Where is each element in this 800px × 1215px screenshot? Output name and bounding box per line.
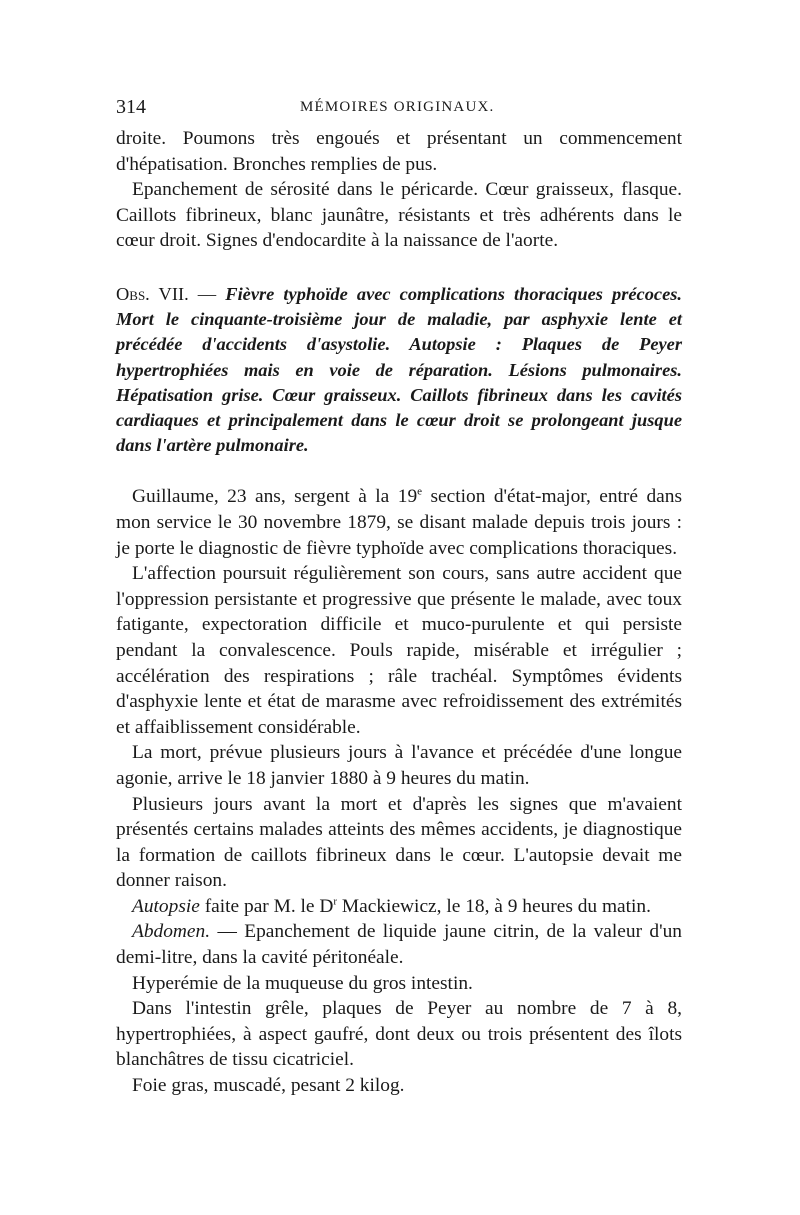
paragraph-death: La mort, prévue plusieurs jours à l'avance et précédée d'une longue agonie, arrive le 18 janvier 1880 à 9 heures du matin. bbox=[116, 742, 682, 789]
patient-intro-text-b: section d'état-major, entré dans mon service le 30 novembre 1879, se disant malade depuis trois jours : je porte le diagnostic de fièvre typhoïde avec complications thoraciques. bbox=[116, 486, 682, 559]
paragraph-lungs: droite. Poumons très engoués et présentant un commencement d'hépatisation. Bronches remplies de pus. bbox=[116, 128, 682, 175]
observation-summary-text: Fièvre typhoïde avec complications thoraciques précoces. Mort le cinquante-troisième jour de maladie, par asphyxie lente et précédée d'accidents d'asystolie. Autopsie : Plaques de Peyer hypertrophiées mais en voie de réparation. Lésions pulmonaires. Hépatisation grise. Cœur graisseux. Caillots fibrineux dans les cavités cardiaques et principalement dans le cœur droit se prolongeant jusque dans l'artère pulmonaire. bbox=[116, 283, 682, 456]
paragraph-abdomen bbox=[116, 919, 682, 970]
paragraph-small-intestine: Dans l'intestin grêle, plaques de Peyer au nombre de 7 à 8, hypertrophiées, à aspect gaufré, dont deux ou trois présentent des îlots blanchâtres de tissu cicatriciel. bbox=[116, 998, 682, 1071]
page-number: 314 bbox=[116, 96, 146, 118]
paragraph-pericardium: Epanchement de sérosité dans le péricarde. Cœur graisseux, flasque. Caillots fibrineux, blanc jaunâtre, résistants et très adhérents dans le cœur droit. Signes d'endocardite à la naissance de l'aorte. bbox=[116, 179, 682, 252]
patient-intro-text-a: Guillaume, 23 ans, sergent à la 19 bbox=[132, 486, 418, 508]
book-page bbox=[116, 96, 682, 1099]
abdomen-label: Abdomen. bbox=[132, 921, 211, 943]
observation-summary bbox=[116, 282, 682, 458]
abdomen-text: — Epanchement de liquide jaune citrin, de la valeur d'un demi-litre, dans la cavité péritonéale. bbox=[116, 921, 682, 969]
autopsy-label: Autopsie bbox=[132, 895, 200, 917]
paragraph-diagnosis: Plusieurs jours avant la mort et d'après les signes que m'avaient présentés certains malades atteints des mêmes accidents, je diagnostique la formation de caillots fibrineux dans le cœur. L'autopsie devait me donner raison. bbox=[116, 793, 682, 892]
autopsy-text-a: faite par M. le D bbox=[199, 895, 334, 917]
observation-label: Obs. VII. bbox=[116, 283, 189, 304]
autopsy-sup: r bbox=[333, 895, 338, 908]
observation-dash: — bbox=[188, 283, 226, 304]
autopsy-text-b: Mackiewicz, le 18, à 9 heures du matin. bbox=[337, 895, 651, 917]
paragraph-course: L'affection poursuit régulièrement son cours, sans autre accident que l'oppression persistante et progressive que présente le malade, avec toux fatigante, expectoration difficile et muco-purulente et qui persiste pendant la convalescence. Pouls rapide, misérable et irrégulier ; accélération des respirations ; râle trachéal. Symptômes évidents d'asphyxie lente et état de marasme avec refroidissement des extrémités et affaiblissement considérable. bbox=[116, 563, 682, 738]
paragraph-liver: Foie gras, muscadé, pesant 2 kilog. bbox=[132, 1075, 405, 1097]
patient-intro-sup: e bbox=[417, 485, 423, 498]
page-header bbox=[116, 96, 682, 126]
paragraph-hyperemia: Hyperémie de la muqueuse du gros intestin. bbox=[132, 972, 473, 994]
paragraph-autopsy bbox=[116, 894, 682, 920]
paragraph-patient-intro bbox=[116, 484, 682, 561]
running-title: MÉMOIRES ORIGINAUX. bbox=[300, 99, 495, 115]
